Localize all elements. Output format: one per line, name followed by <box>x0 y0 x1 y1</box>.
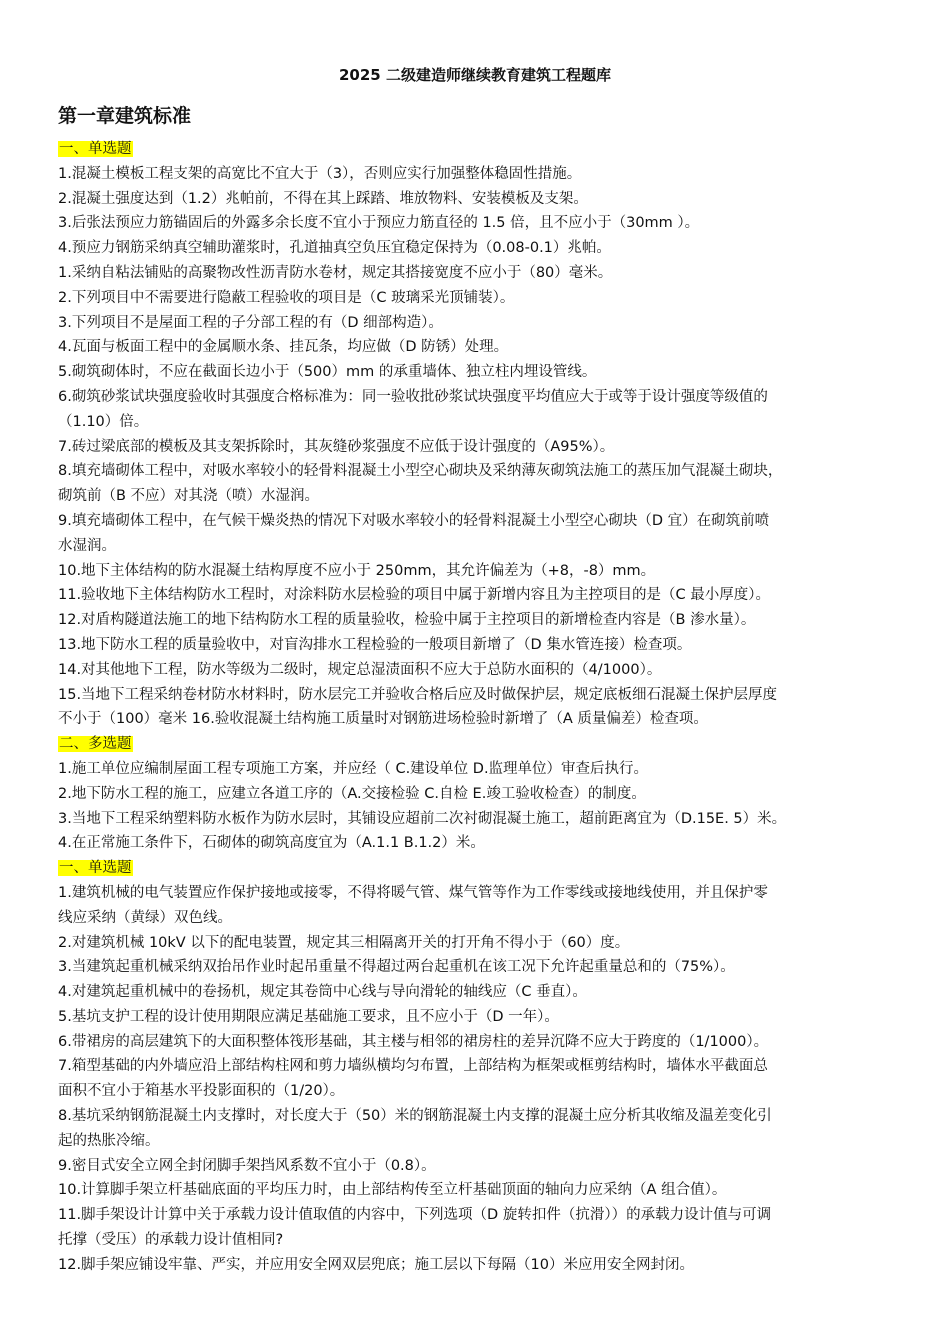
question-line: 托撑（受压）的承载力设计值相同? <box>58 1232 284 1249</box>
document-title: 2025 二级建造师继续教育建筑工程题库 <box>339 66 611 84</box>
question-line: 1.建筑机械的电气装置应作保护接地或接零，不得将暖气管、煤气管等作为工作零线或接地线使用，并且保护零 <box>58 884 768 901</box>
question-line: 9.密目式安全立网全封闭脚手架挡风系数不宜小于（0.8）。 <box>58 1157 436 1174</box>
question-line: 8.填充墙砌体工程中，对吸水率较小的轻骨料混凝土小型空心砌块及采纳薄灰砌筑法施工的蒸压加气混凝土砌块， <box>58 463 783 480</box>
question-line: 4.瓦面与板面工程中的金属顺水条、挂瓦条，均应做（D 防锈）处理。 <box>58 339 509 356</box>
question-line: 10.计算脚手架立杆基础底面的平均压力时，由上部结构传至立杆基础顶面的轴向力应采纳（A 组合值）。 <box>58 1182 727 1199</box>
question-line: 4.预应力钢筋采纳真空辅助灌浆时，孔道抽真空负压宜稳定保持为（0.08-0.1）兆帕。 <box>58 240 611 257</box>
question-line: 4.对建筑起重机械中的卷扬机，规定其卷筒中心线与导向滑轮的轴线应（C 垂直）。 <box>58 984 587 1001</box>
question-line: 6.砌筑砂浆试块强度验收时其强度合格标准为：同一验收批砂浆试块强度平均值应大于或等于设计强度等级值的 <box>58 388 768 405</box>
question-line: 1.采纳自粘法铺贴的高聚物改性沥青防水卷材，规定其搭接宽度不应小于（80）毫米。 <box>58 264 613 281</box>
section-heading <box>58 137 892 162</box>
question-line: 起的热胀冷缩。 <box>58 1132 160 1149</box>
question-line: 2.下列项目中不需要进行隐蔽工程验收的项目是（C 玻璃采光顶铺装）。 <box>58 289 515 306</box>
question-line: 2.对建筑机械 10kV 以下的配电装置，规定其三相隔离开关的打开角不得小于（60）度。 <box>58 934 630 951</box>
section-heading <box>58 732 892 757</box>
question-line: 9.填充墙砌体工程中，在气候干燥炎热的情况下对吸水率较小的轻骨料混凝土小型空心砌块（D 宜）在砌筑前喷 <box>58 512 770 529</box>
question-line: 3.当建筑起重机械采纳双抬吊作业时起吊重量不得超过两台起重机在该工况下允许起重量总和的（75%）。 <box>58 959 735 976</box>
question-line: 15.当地下工程采纳卷材防水材料时，防水层完工并验收合格后应及时做保护层，规定底板细石混凝土保护层厚度 <box>58 686 778 703</box>
question-line: 8.基坑采纳钢筋混凝土内支撑时，对长度大于（50）米的钢筋混凝土内支撑的混凝土应分析其收缩及温差变化引 <box>58 1108 772 1125</box>
question-line: 1.混凝土模板工程支架的高宽比不宜大于（3），否则应实行加强整体稳固性措施。 <box>58 165 582 182</box>
question-line: 7.箱型基础的内外墙应沿上部结构柱网和剪力墙纵横均匀布置，上部结构为框架或框剪结构时，墙体水平截面总 <box>58 1058 768 1075</box>
question-line: 11.验收地下主体结构防水工程时，对涂料防水层检验的项目中属于新增内容且为主控项目的是（C 最小厚度）。 <box>58 587 771 604</box>
question-line: 10.地下主体结构的防水混凝土结构厚度不应小于 250mm，其允许偏差为（+8，-8）mm。 <box>58 562 656 579</box>
question-line: 2.地下防水工程的施工，应建立各道工序的（A.交接检验 C.自检 E.竣工验收检查）的制度。 <box>58 785 646 802</box>
question-line: 线应采纳（黄绿）双色线。 <box>58 909 232 926</box>
question-line: 3.后张法预应力筋锚固后的外露多余长度不宜小于预应力筋直径的 1.5 倍，且不应小于（30mm ）。 <box>58 215 700 232</box>
chapter-heading: 第一章建筑标准 <box>58 105 192 127</box>
section-heading-text: 二、多选题 <box>59 736 132 753</box>
question-line: 3.下列项目不是屋面工程的子分部工程的有（D 细部构造）。 <box>58 314 443 331</box>
question-line: 不小于（100）毫米 16.验收混凝土结构施工质量时对钢筋进场检验时新增了（A 质量偏差）检查项。 <box>58 711 708 728</box>
question-line: 2.混凝土强度达到（1.2）兆帕前，不得在其上踩踏、堆放物料、安装模板及支架。 <box>58 190 588 207</box>
question-line: 4.在正常施工条件下，石砌体的砌筑高度宜为（A.1.1 B.1.2）米。 <box>58 835 485 852</box>
question-line: 6.带裙房的高层建筑下的大面积整体筏形基础，其主楼与相邻的裙房柱的差异沉降不应大于跨度的（1/1000）。 <box>58 1033 769 1050</box>
question-line: （1.10）倍。 <box>58 413 149 430</box>
question-line: 12.脚手架应铺设牢靠、严实，并应用安全网双层兜底；施工层以下每隔（10）米应用安全网封闭。 <box>58 1256 695 1273</box>
question-line: 3.当地下工程采纳塑料防水板作为防水层时，其铺设应超前二次衬砌混凝土施工，超前距离宜为（D.15E. 5）米。 <box>58 810 787 827</box>
section-heading-text: 一、单选题 <box>59 141 132 157</box>
question-line: 5.基坑支护工程的设计使用期限应满足基础施工要求，且不应小于（D 一年）。 <box>58 1008 559 1025</box>
question-line: 水湿润。 <box>58 537 116 554</box>
question-line: 14.对其他地下工程，防水等级为二级时，规定总湿渍面积不应大于总防水面积的（4/1000）。 <box>58 661 662 678</box>
question-line: 1.施工单位应编制屋面工程专项施工方案，并应经（ C.建设单位 D.监理单位）审查后执行。 <box>58 760 649 777</box>
question-list <box>58 137 892 1278</box>
question-line: 7.砖过梁底部的模板及其支架拆除时，其灰缝砂浆强度不应低于设计强度的（A95%）。 <box>58 438 615 455</box>
question-line: 13.地下防水工程的质量验收中，对盲沟排水工程检验的一般项目新增了（D 集水管连接）检查项。 <box>58 636 692 653</box>
question-line: 11.脚手架设计计算中关于承载力设计值取值的内容中，下列选项（D 旋转扣件（抗滑））的承载力设计值与可调 <box>58 1207 772 1224</box>
section-heading <box>58 856 892 881</box>
question-line: 砌筑前（B 不应）对其浇（喷）水湿润。 <box>58 488 320 505</box>
section-heading-text: 一、单选题 <box>59 860 132 877</box>
question-line: 12.对盾构隧道法施工的地下结构防水工程的质量验收，检验中属于主控项目的新增检查内容是（B 渗水量）。 <box>58 612 756 629</box>
question-line: 面积不宜小于箱基水平投影面积的（1/20）。 <box>58 1083 345 1100</box>
question-line: 5.砌筑砌体时，不应在截面长边小于（500）mm 的承重墙体、独立柱内埋设管线。 <box>58 364 597 381</box>
